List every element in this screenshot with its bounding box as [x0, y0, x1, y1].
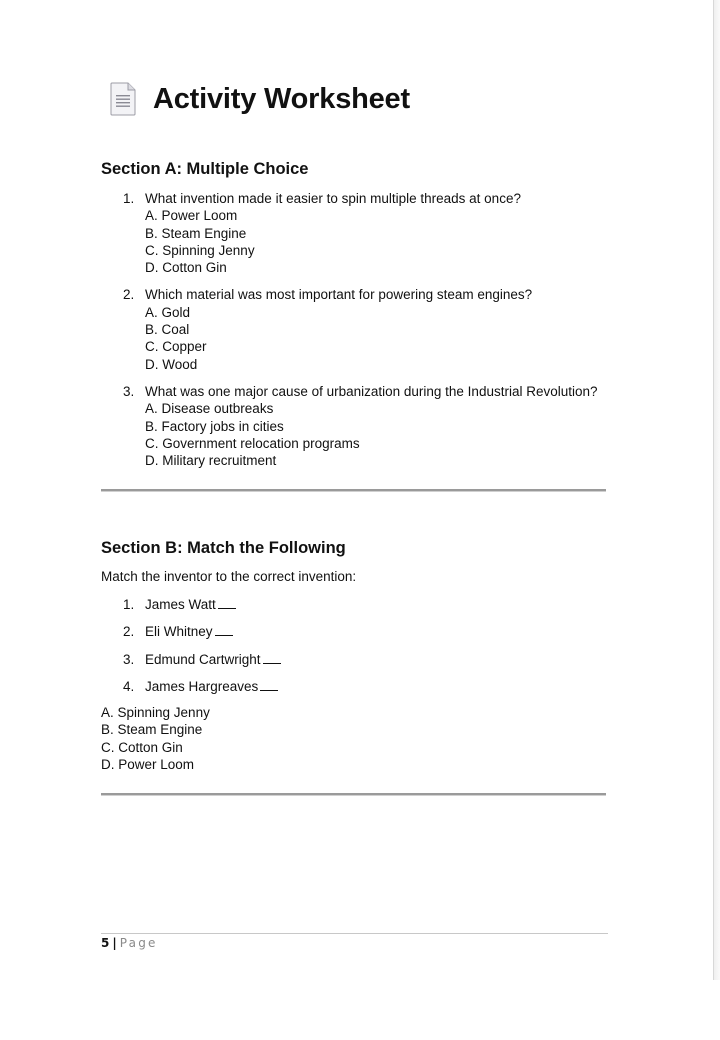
question-text: What was one major cause of urbanization during the Industrial Revolution?: [145, 383, 598, 399]
question-item: [123, 190, 603, 276]
section-divider: [101, 793, 606, 796]
match-item: [123, 623, 281, 650]
footer-separator: |: [112, 936, 117, 950]
question-body: [145, 190, 603, 276]
match-item: [123, 678, 281, 705]
answer-option: D. Wood: [145, 356, 198, 372]
answer-blank: [215, 623, 233, 636]
answer-option: A. Disease outbreaks: [145, 401, 274, 417]
page-title: Activity Worksheet: [153, 82, 410, 115]
document-icon: [109, 82, 137, 116]
page-footer: [101, 936, 158, 950]
question-item: [123, 286, 603, 372]
match-number: 3.: [123, 651, 135, 667]
answer-option: B. Coal: [145, 322, 190, 338]
match-item: [123, 596, 281, 623]
title-row: [109, 82, 410, 116]
page-number: 5: [101, 936, 110, 950]
match-number: 2.: [123, 624, 135, 640]
match-number: 1.: [123, 597, 135, 612]
answer-option: B. Steam Engine: [145, 225, 247, 241]
inventor-name: Edmund Cartwright: [145, 651, 261, 667]
inventor-name: James Hargreaves: [145, 678, 259, 694]
question-text: Which material was most important for powering steam engines?: [145, 287, 533, 303]
answer-option: A. Power Loom: [145, 208, 238, 224]
question-body: [145, 286, 603, 372]
answer-option: A. Gold: [145, 304, 191, 320]
multiple-choice-list: [123, 190, 603, 479]
section-b-heading: Section B: Match the Following: [101, 539, 346, 557]
match-item: [123, 651, 281, 678]
match-number: 4.: [123, 678, 135, 694]
question-number: 3.: [123, 383, 135, 399]
page-edge: [713, 0, 714, 980]
answer-option: C. Copper: [145, 339, 207, 355]
invention-option: B. Steam Engine: [101, 722, 203, 738]
answer-options: [101, 704, 210, 773]
match-instruction: Match the inventor to the correct invention:: [101, 569, 357, 584]
answer-option: D. Military recruitment: [145, 453, 277, 469]
footer-rule: [101, 933, 608, 934]
match-list: [123, 596, 281, 705]
answer-blank: [260, 678, 278, 691]
answer-option: C. Spinning Jenny: [145, 242, 255, 258]
invention-option: D. Power Loom: [101, 756, 195, 772]
inventor-name: James Watt: [145, 597, 216, 612]
answer-option: D. Cotton Gin: [145, 260, 227, 276]
inventor-name: Eli Whitney: [145, 624, 213, 640]
question-item: [123, 383, 603, 469]
question-number: 2.: [123, 287, 135, 303]
answer-blank: [263, 651, 281, 664]
answer-option: B. Factory jobs in cities: [145, 418, 284, 434]
page-label: Page: [119, 936, 158, 950]
section-divider: [101, 489, 606, 492]
answer-option: C. Government relocation programs: [145, 435, 360, 451]
invention-option: A. Spinning Jenny: [101, 705, 210, 720]
section-a-heading: Section A: Multiple Choice: [101, 160, 309, 178]
question-number: 1.: [123, 191, 135, 206]
page-edge-shadow: [714, 0, 720, 980]
question-body: [145, 383, 603, 469]
question-text: What invention made it easier to spin multiple threads at once?: [145, 191, 521, 206]
invention-option: C. Cotton Gin: [101, 739, 183, 755]
answer-blank: [218, 596, 236, 609]
